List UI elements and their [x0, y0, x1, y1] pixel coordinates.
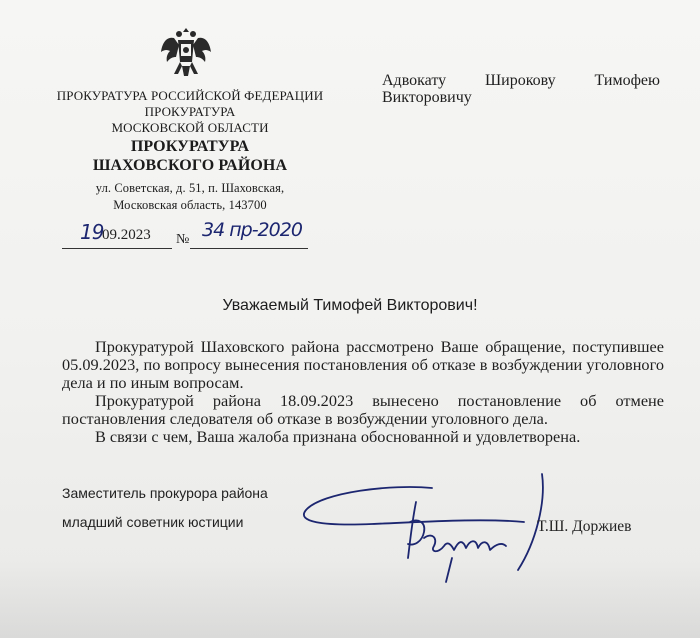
body-paragraph-2: Прокуратурой района 18.09.2023 вынесено постановление об отмене постановления следователя об отказе в возбуждении уголовного дела.: [62, 391, 664, 428]
header-org-line1: ПРОКУРАТУРА РОССИЙСКОЙ ФЕДЕРАЦИИ: [56, 88, 324, 103]
registration-date: [62, 220, 172, 249]
number-label: №: [176, 232, 190, 247]
double-headed-eagle-emblem: [160, 22, 212, 84]
addressee-block: [382, 72, 660, 106]
body-paragraph-1: Прокуратурой Шаховского района рассмотрено Ваше обращение, поступившее 05.09.2023, по вопросу вынесения постановления об отказе в возбуждении уголовного дела и по иным вопросам.: [62, 337, 664, 392]
addressee-word1: Адвокату: [382, 72, 447, 89]
header-org-line3: МОСКОВСКОЙ ОБЛАСТИ: [111, 120, 269, 135]
letter-body: [62, 338, 664, 446]
signer-position-line2: младший советник юстиции: [62, 514, 244, 530]
header-office-line1: ПРОКУРАТУРА: [130, 138, 250, 155]
date-printed: 09.2023: [102, 227, 151, 243]
header-address-line1: ул. Советская, д. 51, п. Шаховская,: [95, 181, 285, 195]
signer-position-line1: Заместитель прокурора района: [62, 485, 268, 501]
salutation: Уважаемый Тимофей Викторович!: [222, 297, 478, 314]
addressee-word3: Тимофею: [594, 72, 660, 89]
header-org-line2: ПРОКУРАТУРА: [144, 104, 236, 119]
body-paragraph-3: В связи с чем, Ваша жалоба признана обоснованной и удовлетворена.: [95, 427, 581, 446]
addressee-word2: Широкову: [484, 72, 556, 89]
registration-number: [190, 219, 308, 249]
header-address-line2: Московская область, 143700: [113, 198, 267, 212]
date-handwritten: 19: [80, 220, 104, 244]
signer-name: Т.Ш. Доржиев: [537, 518, 632, 535]
number-handwritten: 34 пр-2020: [202, 219, 302, 241]
addressee-line2: Викторовичу: [382, 89, 472, 106]
header-office-line2: ШАХОВСКОГО РАЙОНА: [92, 157, 288, 174]
handwritten-signature: [292, 462, 562, 592]
